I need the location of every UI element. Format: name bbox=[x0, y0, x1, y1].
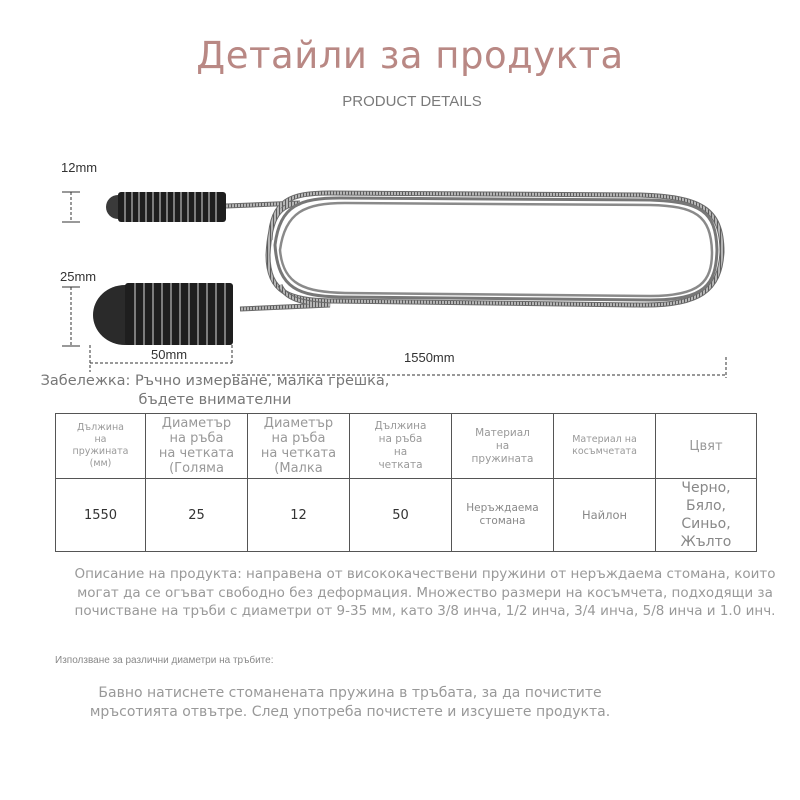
small-head-diameter-label: 12mm bbox=[61, 160, 98, 175]
header-large-head-diameter: Диаметър на ръба на четката (Голяма bbox=[146, 414, 248, 479]
value-bristle-material: Найлон bbox=[554, 479, 656, 552]
header-spring-material: Материал на пружината bbox=[452, 414, 554, 479]
description-line-3: почистване на тръби с диаметри от 9-35 мм, като 3/8 инча, 1/2 инча, 3/4 инча, 5/8 инча и 1.0 инч. bbox=[74, 603, 776, 619]
note-line-2: бъдете внимателни bbox=[138, 392, 292, 408]
header-color: Цвят bbox=[656, 414, 757, 479]
small-brush-head-icon bbox=[106, 192, 226, 222]
head-length-label: 50mm bbox=[151, 347, 188, 362]
header-spring-length: Дължина на пружината (мм) bbox=[56, 414, 146, 479]
usage-line-1: Бавно натиснете стоманената пружина в тръбата, за да почистите bbox=[98, 685, 602, 701]
usage-instructions bbox=[50, 684, 650, 722]
header-head-length: Дължина на ръба на четката bbox=[350, 414, 452, 479]
value-color: Черно, Бяло, Синьо, Жълто bbox=[656, 479, 757, 552]
usage-line-2: мръсотията отвътре. След употреба почистете и изсушете продукта. bbox=[89, 704, 611, 720]
page-subtitle: PRODUCT DETAILS bbox=[342, 93, 482, 110]
large-head-diameter-label: 25mm bbox=[60, 269, 97, 284]
header-small-head-diameter: Диаметър на ръба на четката (Малка bbox=[248, 414, 350, 479]
page-title: Детайли за продукта bbox=[196, 34, 624, 77]
spring-coil-icon bbox=[226, 193, 722, 309]
spec-table bbox=[55, 413, 757, 552]
value-large-head-diameter: 25 bbox=[146, 479, 248, 552]
value-head-length: 50 bbox=[350, 479, 452, 552]
value-spring-material: Неръждаема стомана bbox=[452, 479, 554, 552]
spring-length-label: 1550mm bbox=[404, 350, 455, 365]
spec-table-header-row bbox=[56, 414, 757, 479]
header-bristle-material: Материал на косъмчетата bbox=[554, 414, 656, 479]
value-spring-length: 1550 bbox=[56, 479, 146, 552]
dimension-25mm-icon bbox=[62, 287, 80, 346]
usage-title: Използване за различни диаметри на тръбите: bbox=[55, 655, 274, 666]
measurement-note bbox=[30, 372, 400, 410]
dimension-12mm-icon bbox=[62, 192, 80, 222]
spec-table-value-row bbox=[56, 479, 757, 552]
description-line-2: могат да се огъват свободно без деформация. Множество размери на косъмчета, подходящи за bbox=[77, 584, 773, 601]
value-small-head-diameter: 12 bbox=[248, 479, 350, 552]
large-brush-head-icon bbox=[93, 283, 233, 345]
note-line-1: Забележка: Ръчно измерване, малка грешка, bbox=[40, 373, 390, 389]
product-description bbox=[45, 565, 800, 621]
description-line-1: Описание на продукта: направена от висококачествени пружини от неръждаема стомана, които bbox=[74, 566, 776, 582]
